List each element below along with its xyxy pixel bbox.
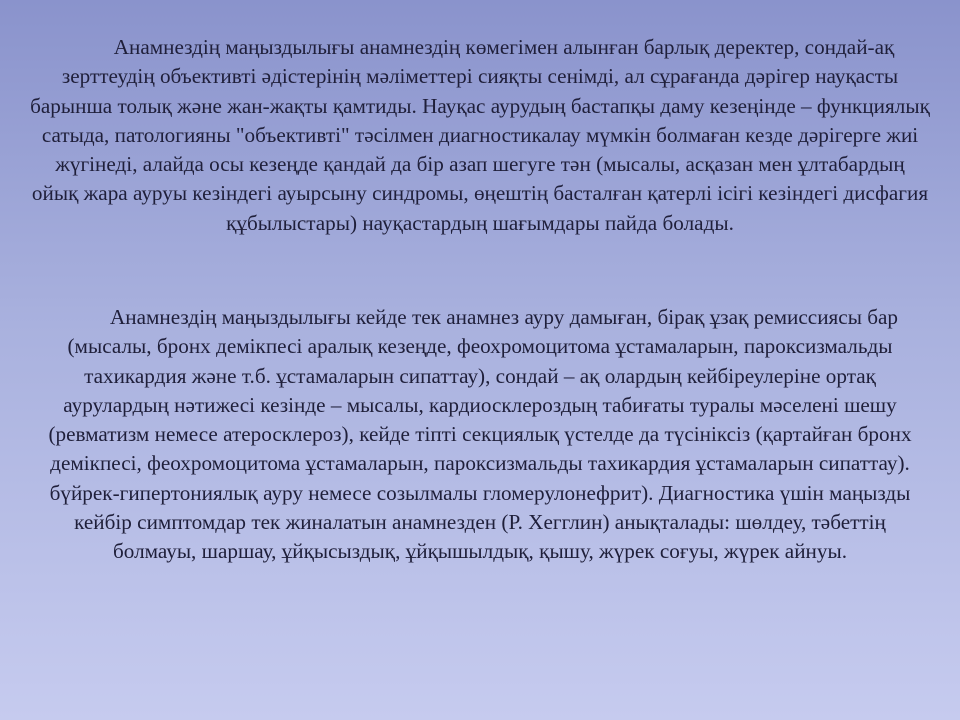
paragraph-anamnesis-importance: Анамнездің маңыздылығы анамнездің көмегімен алынған барлық деректер, сондай-ақ зерттеудің объективті әдістерінің мәліметтері сияқты сенімді, ал сұрағанда дәрігер науқасты барынша толық және жан-жақты қамтиды. Науқас аурудың бастапқы даму кезеңінде – функциялық сатыда, патологияны "объективті" тәсілмен диагностикалау мүмкін болмаған кезде дәрігерге жиі жүгінеді, алайда осы кезеңде қандай да бір азап шегуге тән (мысалы, асқазан мен ұлтабардың ойық жара ауруы кезіндегі ауырсыну синдромы, өңештің басталған қатерлі ісігі кезіндегі дисфагия құбылыстары) науқастардың шағымдары пайда болады. <box>30 35 930 235</box>
paragraph-anamnesis-remission: Анамнездің маңыздылығы кейде тек анамнез ауру дамыған, бірақ ұзақ ремиссиясы бар (мысалы, бронх демікпесі аралық кезеңде, феохромоцитома ұстамаларын, пароксизмальды тахикардия және т.б. ұстамаларын сипаттау), сондай – ақ олардың кейбіреулеріне ортақ аурулардың нәтижесі кезінде – мысалы, кардиосклероздың табиғаты туралы мәселені шешу (ревматизм немесе атеросклероз), кейде тіпті секциялық үстелде да түсініксіз (қартайған бронх демікпесі, феохромоцитома ұстамаларын, пароксизмальды тахикардия ұстамаларын сипаттау). бүйрек-гипертониялық ауру немесе созылмалы гломерулонефрит). Диагностика үшін маңызды кейбір симптомдар тек жиналатын анамнезден (Р. Хегглин) анықталады: шөлдеу, тәбеттің болмауы, шаршау, ұйқысыздық, ұйқышылдық, қышу, жүрек соғуы, жүрек айнуы. <box>48 305 912 564</box>
